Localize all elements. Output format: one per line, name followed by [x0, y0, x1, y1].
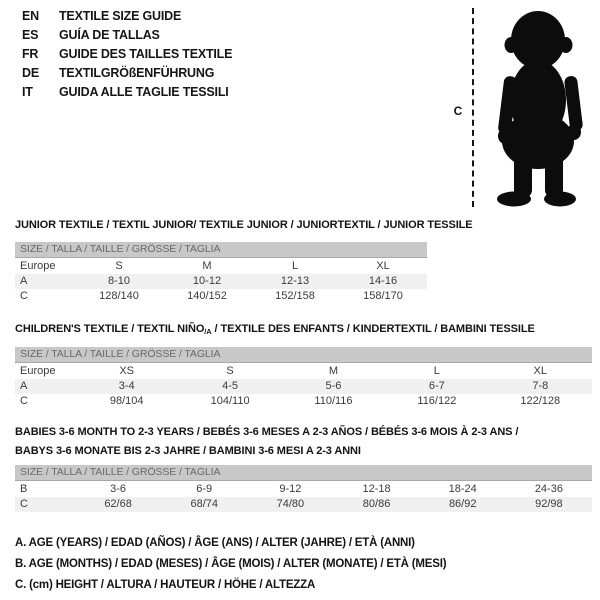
junior-size-table: [15, 242, 427, 304]
heading-line-2: BABYS 3-6 MONATE BIS 2-3 JAHRE / BAMBINI 3-6 MESI A 2-3 ANNI: [15, 445, 361, 457]
table-row: [15, 394, 592, 409]
language-title: TEXTILGRÖßENFÜHRUNG: [59, 66, 215, 80]
row-label-cell: A: [20, 275, 28, 287]
value-cell: 122/128: [520, 395, 561, 407]
language-title-list: [22, 7, 232, 102]
section-heading-children: [15, 320, 535, 341]
value-cell: 3-6: [110, 483, 127, 495]
value-cell: XS: [119, 365, 135, 377]
size-band-header: SIZE / TALLA / TAILLE / GRÖSSE / TAGLIA: [15, 242, 427, 258]
babies-size-table: [15, 465, 592, 512]
row-label-cell: C: [20, 498, 28, 510]
table-row: [15, 364, 592, 379]
legend-line-height: C. (cm) HEIGHT / ALTURA / HAUTEUR / HÖHE / ALTEZZA: [15, 579, 316, 591]
value-cell: XL: [376, 260, 390, 272]
size-band-header: SIZE / TALLA / TAILLE / GRÖSSE / TAGLIA: [15, 347, 592, 363]
table-row: [15, 379, 592, 394]
language-row-fr: [22, 45, 232, 64]
value-cell: 18-24: [448, 483, 477, 495]
value-cell: 7-8: [532, 380, 549, 392]
value-cell: 116/122: [417, 395, 457, 407]
value-cell: 6-7: [428, 380, 445, 392]
size-table: [15, 259, 427, 304]
row-label-cell: C: [20, 290, 28, 302]
value-cell: 74/80: [276, 498, 305, 510]
row-label-cell: C: [20, 395, 28, 407]
heading-text: / TEXTILE DES ENFANTS / KINDERTEXTIL / BAMBINI TESSILE: [211, 323, 535, 335]
value-cell: 6-9: [196, 483, 213, 495]
value-cell: 24-36: [534, 483, 563, 495]
table-row: [15, 482, 592, 497]
table-row: [15, 259, 427, 274]
measurement-legend: [15, 533, 446, 596]
height-measure-dashed-line: [472, 8, 474, 207]
table-row: [15, 497, 592, 512]
size-table: [15, 482, 592, 512]
value-cell: 152/158: [275, 290, 315, 302]
language-row-it: [22, 83, 232, 102]
table-row: [15, 289, 427, 304]
language-code: EN: [22, 9, 39, 23]
row-label-cell: B: [20, 483, 28, 495]
section-heading-junior: JUNIOR TEXTILE / TEXTIL JUNIOR/ TEXTILE JUNIOR / JUNIORTEXTIL / JUNIOR TESSILE: [15, 219, 473, 231]
language-code: IT: [22, 85, 33, 99]
language-title: TEXTILE SIZE GUIDE: [59, 9, 182, 23]
value-cell: 68/74: [190, 498, 218, 510]
value-cell: M: [328, 365, 339, 377]
value-cell: 9-12: [279, 483, 302, 495]
value-cell: 12-18: [362, 483, 391, 495]
value-cell: 98/104: [109, 395, 144, 407]
value-cell: S: [226, 365, 234, 377]
value-cell: 158/170: [363, 290, 403, 302]
value-cell: 92/98: [535, 498, 563, 510]
value-cell: 4-5: [222, 380, 239, 392]
size-table: [15, 364, 592, 409]
value-cell: S: [115, 260, 123, 272]
language-code: DE: [22, 66, 39, 80]
value-cell: L: [291, 260, 299, 272]
language-row-es: [22, 26, 232, 45]
language-title: GUÍA DE TALLAS: [59, 28, 160, 42]
value-cell: 80/86: [362, 498, 391, 510]
value-cell: 8-10: [107, 275, 131, 287]
row-label-cell: A: [20, 380, 28, 392]
legend-line-age-months: B. AGE (MONTHS) / EDAD (MESES) / ÂGE (MOIS) / ALTER (MONATE) / ETÀ (MESI): [15, 558, 447, 570]
heading-line-1: BABIES 3-6 MONTH TO 2-3 YEARS / BEBÉS 3-6 MESES A 2-3 AÑOS / BÉBÉS 3-6 MOIS À 2-3 ANS /: [15, 426, 519, 438]
value-cell: 128/140: [99, 290, 139, 302]
children-size-table: [15, 347, 592, 409]
value-cell: 86/92: [448, 498, 477, 510]
value-cell: 12-13: [280, 275, 310, 287]
language-code: ES: [22, 28, 39, 42]
value-cell: 3-4: [118, 380, 135, 392]
value-cell: M: [202, 260, 212, 272]
value-cell: L: [433, 365, 440, 377]
language-row-de: [22, 64, 232, 83]
row-label-cell: Europe: [20, 260, 56, 272]
value-cell: 62/68: [104, 498, 132, 510]
heading-text: CHILDREN'S TEXTILE / TEXTIL NIÑO: [15, 323, 205, 335]
value-cell: 5-6: [325, 380, 342, 392]
toddler-silhouette-icon: [481, 8, 600, 208]
language-title: GUIDA ALLE TAGLIE TESSILI: [59, 85, 229, 99]
value-cell: 140/152: [187, 290, 227, 302]
row-label-cell: Europe: [20, 365, 56, 377]
value-cell: XL: [533, 365, 548, 377]
heading-subscript: /A: [204, 327, 212, 336]
value-cell: 104/110: [210, 395, 250, 407]
height-measure-label: C: [453, 104, 463, 118]
legend-line-age-years: A. AGE (YEARS) / EDAD (AÑOS) / ÂGE (ANS) / ALTER (JAHRE) / ETÀ (ANNI): [15, 537, 415, 549]
section-heading-babies: [15, 423, 575, 461]
size-band-header: SIZE / TALLA / TAILLE / GRÖSSE / TAGLIA: [15, 465, 592, 481]
language-code: FR: [22, 47, 39, 61]
language-title: GUIDE DES TAILLES TEXTILE: [59, 47, 233, 61]
language-row-en: [22, 7, 232, 26]
value-cell: 10-12: [192, 275, 222, 287]
value-cell: 110/116: [314, 395, 353, 407]
value-cell: 14-16: [368, 275, 398, 287]
table-row: [15, 274, 427, 289]
